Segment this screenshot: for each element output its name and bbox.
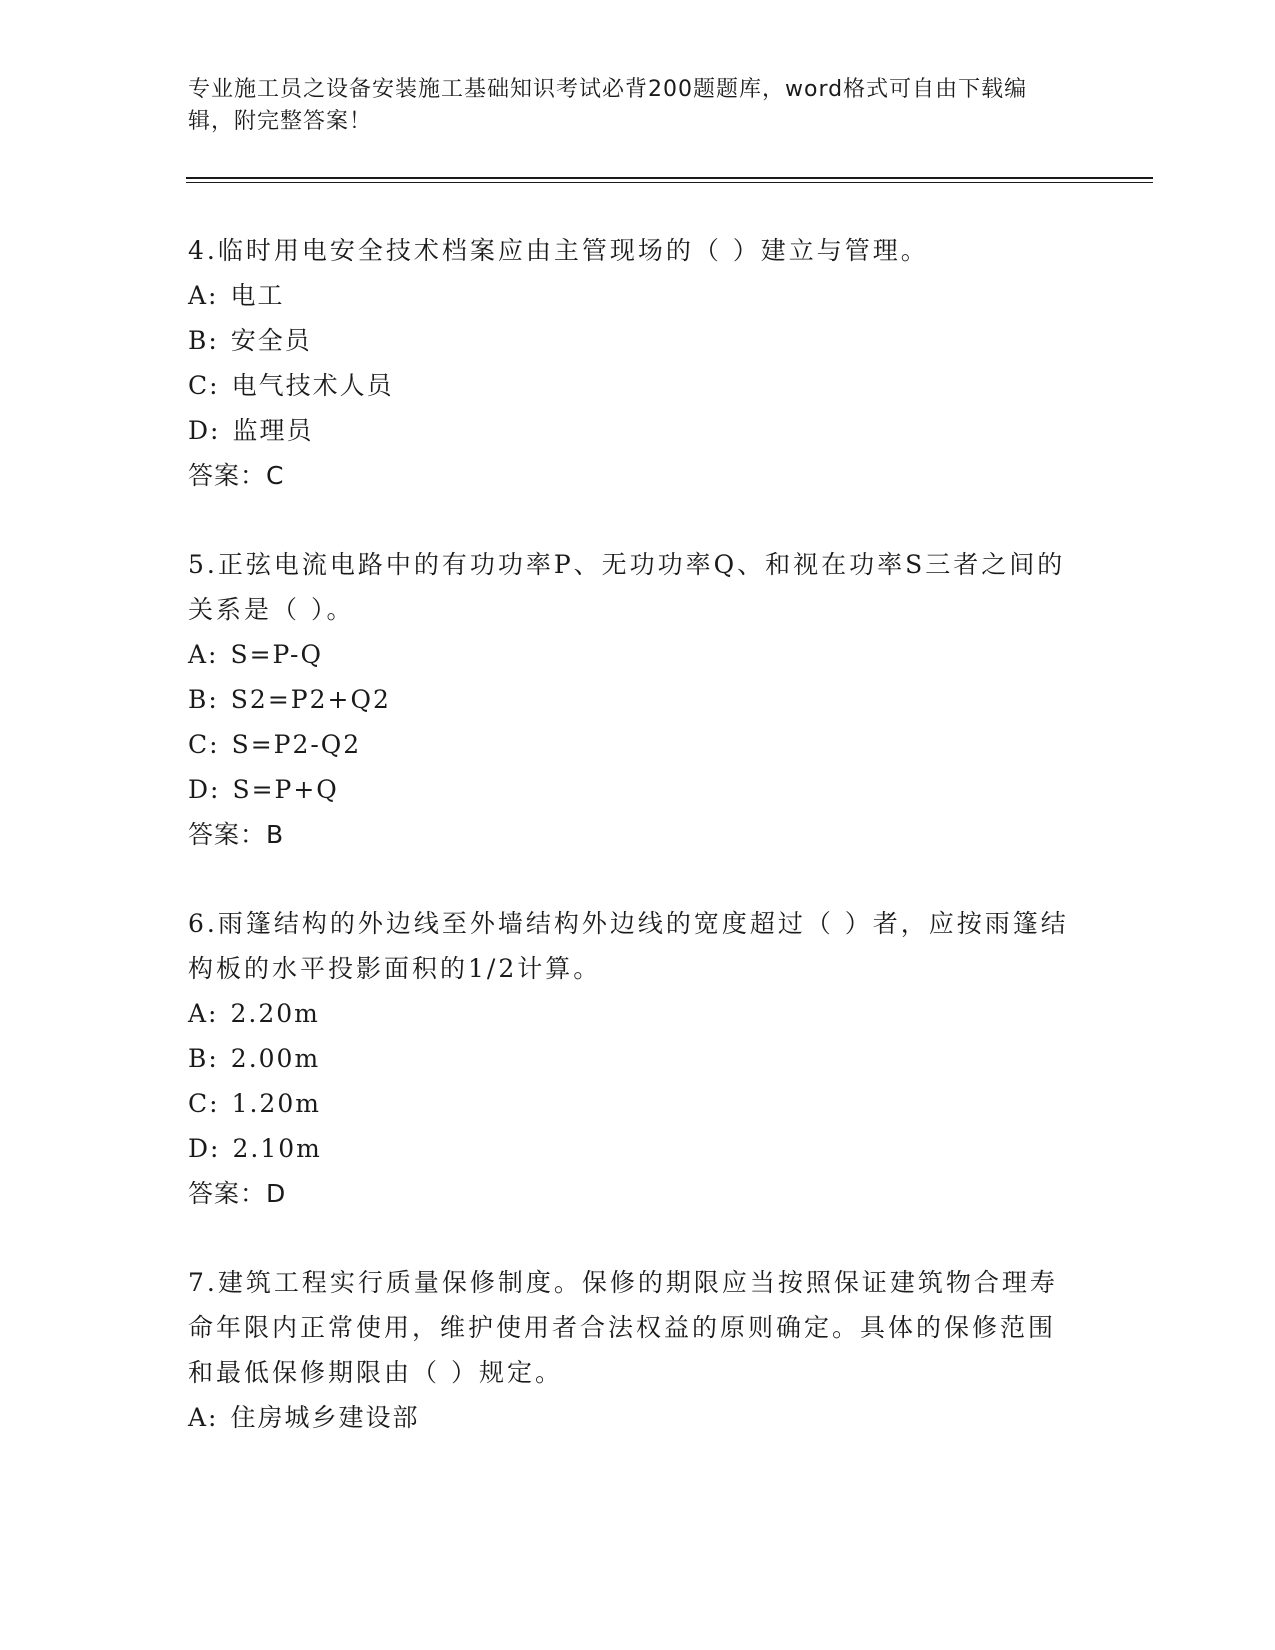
option-text: 2.20m xyxy=(230,999,320,1028)
question-7 xyxy=(188,1260,1078,1440)
question-5 xyxy=(188,542,1078,857)
option-letter: D: xyxy=(188,416,221,445)
option-b xyxy=(188,1036,1078,1081)
option-letter: C: xyxy=(188,730,220,759)
question-list xyxy=(188,228,1078,1484)
question-4 xyxy=(188,228,1078,498)
option-letter: A: xyxy=(188,1403,219,1432)
option-text: 2.10m xyxy=(232,1134,322,1163)
option-letter: D: xyxy=(188,1134,221,1163)
option-text: S=P+Q xyxy=(232,775,339,804)
question-stem: 6.雨篷结构的外边线至外墙结构外边线的宽度超过（ ）者，应按雨篷结构板的水平投影面积的1/2计算。 xyxy=(188,909,1069,983)
option-a xyxy=(188,273,1078,318)
option-b xyxy=(188,318,1078,363)
option-c xyxy=(188,363,1078,408)
option-d xyxy=(188,408,1078,453)
option-c xyxy=(188,722,1078,767)
option-text: 住房城乡建设部 xyxy=(230,1403,420,1432)
option-d xyxy=(188,767,1078,812)
option-letter: B: xyxy=(188,1044,219,1073)
header-divider-thin xyxy=(186,182,1153,183)
option-c xyxy=(188,1081,1078,1126)
option-text: 2.00m xyxy=(230,1044,321,1073)
option-a xyxy=(188,991,1078,1036)
question-stem: 4.临时用电安全技术档案应由主管现场的（ ）建立与管理。 xyxy=(188,236,929,265)
option-text: S2=P2+Q2 xyxy=(230,685,391,714)
option-letter: C: xyxy=(188,1089,220,1118)
option-text: 电气技术人员 xyxy=(231,371,394,400)
option-letter: B: xyxy=(188,685,219,714)
option-a xyxy=(188,632,1078,677)
option-text: 监理员 xyxy=(232,416,314,445)
question-6 xyxy=(188,901,1078,1216)
question-stem: 5.正弦电流电路中的有功功率P、无功功率Q、和视在功率S三者之间的关系是（ ）。 xyxy=(188,550,1066,624)
option-text: 电工 xyxy=(230,281,285,310)
option-letter: A: xyxy=(188,281,219,310)
answer-line: 答案：C xyxy=(188,461,285,490)
option-b xyxy=(188,677,1078,722)
option-text: 1.20m xyxy=(231,1089,321,1118)
option-letter: A: xyxy=(188,640,219,669)
question-stem: 7.建筑工程实行质量保修制度。保修的期限应当按照保证建筑物合理寿命年限内正常使用，维护使用者合法权益的原则确定。具体的保修范围和最低保修期限由（ ）规定。 xyxy=(188,1268,1058,1387)
answer-line: 答案：B xyxy=(188,820,285,849)
answer-line: 答案：D xyxy=(188,1179,287,1208)
option-text: S=P2-Q2 xyxy=(231,730,362,759)
option-letter: A: xyxy=(188,999,219,1028)
option-d xyxy=(188,1126,1078,1171)
option-letter: C: xyxy=(188,371,220,400)
header-divider xyxy=(186,177,1153,179)
option-letter: B: xyxy=(188,326,219,355)
option-letter: D: xyxy=(188,775,221,804)
option-a xyxy=(188,1395,1078,1440)
option-text: 安全员 xyxy=(230,326,312,355)
option-text: S=P-Q xyxy=(230,640,323,669)
page-header-title: 专业施工员之设备安装施工基础知识考试必背200题题库，word格式可自由下载编辑，附完整答案！ xyxy=(188,77,1028,134)
